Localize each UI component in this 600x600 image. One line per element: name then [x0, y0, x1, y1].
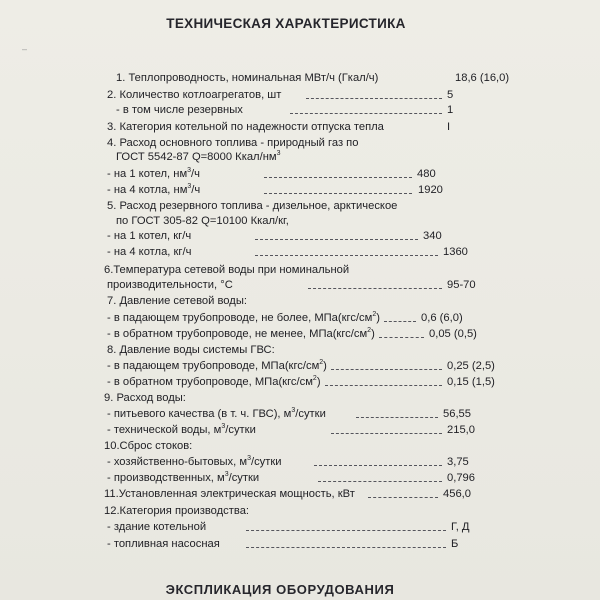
dotted-leader [246, 547, 446, 548]
spec-label-superscript: 3 [276, 150, 281, 157]
spec-row [0, 422, 600, 438]
dotted-leader [306, 98, 442, 99]
spec-value: 95-70 [447, 279, 476, 291]
spec-label-superscript: 3 [221, 423, 226, 430]
spec-label: 4. Расход основного топлива - природный газ по [107, 137, 359, 149]
spec-row [0, 182, 600, 198]
spec-label: 8. Давление воды системы ГВС: [107, 344, 275, 356]
spec-row [0, 486, 600, 502]
spec-label: 6.Температура сетевой воды при номинальной [104, 264, 350, 276]
dotted-leader [368, 497, 438, 498]
dotted-leader [325, 385, 442, 386]
dotted-leader [379, 337, 424, 338]
spec-label: - здание котельной [107, 521, 207, 533]
spec-label: - в падающем трубопроводе, не более, $МПа(кгс/см^2)$ [107, 311, 380, 324]
dotted-leader [308, 288, 442, 289]
dotted-leader [314, 465, 442, 466]
spec-label-superscript: 3 [224, 471, 229, 478]
dotted-leader [264, 193, 412, 194]
spec-label: 3. Категория котельной по надежности отпуска тепла [107, 121, 384, 133]
spec-row [0, 390, 600, 406]
spec-label: ГОСТ 5542-87 Q=8000 Ккал/$нм^3$ [116, 150, 281, 163]
dotted-leader [246, 530, 446, 531]
spec-label: 10.Сброс стоков: [104, 440, 193, 452]
spec-label: производительности, °С [107, 279, 233, 291]
spec-label: по ГОСТ 305-82 Q=10100 Ккал/кг, [116, 215, 289, 227]
spec-value: 340 [423, 230, 442, 242]
spec-label-superscript: 2 [372, 311, 377, 318]
spec-row [0, 277, 600, 293]
spec-row [0, 310, 600, 326]
spec-label-superscript: 3 [291, 407, 296, 414]
spec-value: 1920 [418, 184, 443, 196]
spec-label: 9. Расход воды: [104, 392, 186, 404]
spec-label-superscript: 3 [247, 455, 251, 462]
spec-row [0, 198, 600, 214]
spec-row [0, 166, 600, 182]
spec-label-superscript: 2 [312, 375, 317, 382]
spec-label: - питьевого качества (в т. ч. ГВС), $м^3$/сутки [107, 407, 326, 420]
dotted-leader [290, 113, 442, 114]
spec-label-superscript: 2 [367, 327, 372, 334]
title-technical-characteristics: ТЕХНИЧЕСКАЯ ХАРАКТЕРИСТИКА [166, 16, 406, 31]
spec-row [0, 244, 600, 260]
spec-label: - производственных, $м^3$/сутки [107, 471, 260, 484]
dotted-leader [356, 417, 438, 418]
spec-value: 1 [447, 104, 454, 116]
spec-label: 5. Расход резервного топлива - дизельное, арктическое [107, 200, 398, 212]
spec-row [0, 228, 600, 244]
spec-label: 2. Количество котлоагрегатов, шт [107, 89, 282, 101]
spec-label: - в обратном трубопроводе, $МПа(кгс/см^2)$ [107, 375, 321, 388]
spec-value: 0,05 (0,5) [429, 328, 477, 340]
spec-label: - в том числе резервных [116, 104, 243, 116]
spec-row [0, 519, 600, 535]
dotted-leader [318, 481, 442, 482]
spec-row [0, 454, 600, 470]
spec-value: 480 [417, 168, 436, 180]
spec-label: - хозяйственно-бытовых, $м^3$/сутки [107, 455, 282, 468]
dotted-leader [384, 321, 416, 322]
spec-row [0, 374, 600, 390]
spec-row [0, 470, 600, 486]
spec-label: 7. Давление сетевой воды: [107, 295, 247, 307]
spec-label: 12.Категория производства: [104, 505, 250, 517]
spec-row [0, 102, 600, 118]
spec-row [0, 87, 600, 103]
spec-value: I [447, 121, 451, 133]
title-equipment-explication: ЭКСПЛИКАЦИЯ ОБОРУДОВАНИЯ [165, 582, 395, 597]
spec-label: 11.Установленная электрическая мощность, кВт [104, 488, 355, 500]
spec-row [0, 119, 600, 135]
spec-label: - в падающем трубопроводе, $МПа(кгс/см^2)$ [107, 359, 327, 372]
spec-label-superscript: 3 [187, 167, 192, 174]
spec-value: 0,6 (6,0) [421, 312, 463, 324]
spec-label: 1. Теплопроводность, номинальная МВт/ч (Гкал/ч) [116, 72, 379, 84]
spec-row [0, 406, 600, 422]
spec-label: - в обратном трубопроводе, не менее, $МПа(кгс/см^2)$ [107, 327, 375, 340]
spec-label: - технической воды, $м^3$/сутки [107, 423, 256, 436]
spec-row [0, 70, 600, 86]
spec-value: 18,6 (16,0) [455, 72, 510, 84]
spec-label: - на 1 котел, кг/ч [107, 230, 192, 242]
spec-value: 0,15 (1,5) [447, 376, 495, 388]
spec-row [0, 213, 600, 229]
spec-value: 456,0 [443, 488, 471, 500]
spec-value: Г, Д [451, 521, 470, 533]
spec-value: 5 [447, 89, 454, 101]
spec-row [0, 293, 600, 309]
spec-row [0, 342, 600, 358]
spec-row [0, 358, 600, 374]
spec-value: 56,55 [443, 408, 471, 420]
spec-row [0, 438, 600, 454]
spec-row [0, 503, 600, 519]
spec-value: 3,75 [447, 456, 469, 468]
dotted-leader [255, 255, 438, 256]
spec-label-superscript: 3 [187, 183, 192, 190]
dotted-leader [331, 369, 442, 370]
spec-value: Б [451, 538, 459, 550]
spec-label: - на 1 котел, $нм^3/ч$ [107, 167, 200, 180]
spec-label-superscript: 2 [319, 359, 324, 366]
spec-label: - на 4 котла, кг/ч [107, 246, 192, 258]
spec-value: 215,0 [447, 424, 475, 436]
dotted-leader [255, 239, 418, 240]
spec-row [0, 262, 600, 278]
spec-value: 0,25 (2,5) [447, 360, 495, 372]
margin-mark: – [22, 44, 28, 54]
spec-row [0, 536, 600, 552]
dotted-leader [331, 433, 442, 434]
dotted-leader [264, 177, 412, 178]
spec-label: - топливная насосная [107, 538, 220, 550]
spec-label: - на 4 котла, $нм^3/ч$ [107, 183, 201, 196]
spec-row [0, 326, 600, 342]
spec-row [0, 149, 600, 165]
spec-value: 1360 [443, 246, 468, 258]
spec-value: 0,796 [447, 472, 475, 484]
